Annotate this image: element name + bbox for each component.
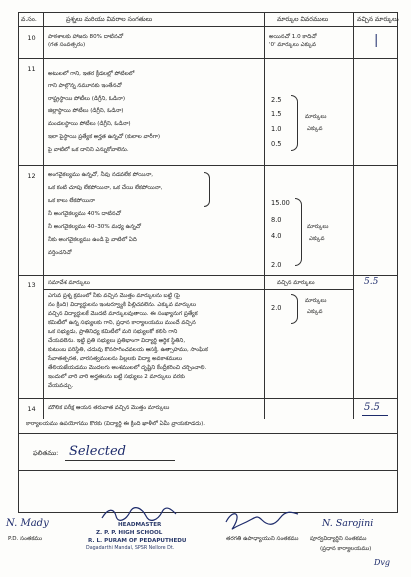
brace-label: మార్కులు	[305, 114, 327, 120]
signature-role: తరగతి ఉపాధ్యాయుని సంతకము	[226, 536, 299, 542]
stamp-line: HEADMASTER	[118, 522, 162, 528]
score-value: 8.0	[271, 216, 282, 224]
row-text: మౌలిక పరీక్ష ఆయన తరువాత వచ్చిన మొత్తం మార్కులు	[48, 405, 170, 411]
row-text: నీకు అంగవైకల్యము ఉండి పై వాటిలో ఏది	[48, 237, 137, 243]
table-row	[19, 399, 397, 419]
row-text: ఇందులో వారి వారి అర్హతలను బట్టి సభ్యులు 2 మార్కులు వరకు	[48, 374, 185, 380]
method-text: '0' మార్కులు ఎక్కువ	[269, 42, 317, 48]
row-text: ఒక కంటి చూపు లేకపోయినా, ఒక చేయి లేకపోయినా,	[48, 185, 163, 191]
score-value: 0.5	[271, 140, 282, 148]
score-value: 2.5	[271, 96, 282, 104]
awarded-marks: |	[374, 33, 379, 48]
table-row	[19, 276, 397, 399]
row-text: గాని పాల్గొన్న నమూనకు ఇంతేనచో	[48, 83, 122, 89]
row-text: పై వాటిలో ఒక దానిని ఎన్నుకోవాలెను.	[48, 147, 129, 153]
marks-underline	[362, 415, 388, 416]
brace	[291, 294, 298, 324]
brace-label: మార్కులు	[307, 224, 329, 230]
row-text: వేయవచ్చు.	[48, 383, 74, 389]
signature-scribble	[100, 506, 178, 522]
row-text: ఒక కాలు లేకపోయినా	[48, 198, 95, 204]
result-line	[65, 460, 175, 461]
divider	[44, 289, 265, 290]
brace	[291, 95, 298, 151]
method-text: అయినచో 1.0 కాదిచో	[269, 34, 317, 40]
row-text: కుటుంబ పరిస్థితి, చదువు కొనసాగించవలయ ఆసక్తి, ఉత్సాహము, సాంఘిక	[48, 347, 208, 353]
row-text: తేలియజేయడము మొదలగు అంశములలో దృష్టిని కేంద్రీకరించి చర్చించాలి.	[48, 365, 207, 371]
signature-role: (ప్రధాన కార్యాలయము)	[320, 546, 372, 552]
row-number: 12	[27, 172, 36, 180]
row-text: కమిటీలో ఉన్న సభ్యులకు గాని, ప్రధాన కార్యాలయము ముందే వచ్చిన	[48, 320, 196, 326]
signature-role: పూర్వవిద్యార్థిని సంతకము	[310, 536, 367, 542]
table-row	[19, 27, 397, 59]
brace-label: ఎక్కువ	[307, 126, 323, 132]
row-text: ఇలా పైస్థాయి ప్రత్యేక అర్హత ఉన్నచో (కులాల వారీగా)	[48, 134, 161, 140]
row-number: 11	[27, 65, 36, 73]
score-value: 1.0	[271, 125, 282, 133]
brace	[204, 172, 210, 207]
row-text: సేవాతత్పరత, వారసత్వములను పిల్లలకు విద్యా అవకాశములు	[48, 356, 183, 362]
awarded-marks: 5.5	[364, 402, 380, 413]
row-text: నం క్రింది) విద్యార్థులను ఇంటర్వ్యూకి పిల్లిచవలెను. ఎక్కువ మార్కులు	[48, 302, 197, 308]
corner-note: Dvg	[374, 558, 391, 567]
awarded-marks: 5.5	[364, 277, 379, 287]
result-value: Selected	[69, 444, 126, 459]
brace	[295, 198, 302, 266]
row-text: వర్తించనిచో	[48, 250, 72, 256]
signature-scribble	[222, 508, 300, 530]
header-no: వ.సం.	[21, 16, 37, 23]
stamp-line: Dagadarthi Mandal, SPSR Nellore Dt.	[86, 546, 175, 551]
header-method: మార్కుల వివరములు	[277, 16, 329, 23]
score-value: 1.5	[271, 110, 282, 118]
row-text: అటులలో గాని, ఇతర క్రీడలల్లో పోటిలలో	[48, 71, 135, 77]
score-value: 2.0	[271, 261, 282, 269]
row-text: ఒక సభ్యుడు, ప్రాతినిధ్య కమిటీలో మరి సభ్యులకో కలిసి గాని	[48, 329, 178, 335]
brace-label: ఎక్కువ	[307, 309, 323, 315]
signature-name: N. Mady	[6, 518, 49, 529]
method-subheader: వచ్చిన మార్కులు	[277, 280, 315, 286]
stamp-line: R. L. PURAM OF PEDAPUTHEDU	[88, 538, 187, 544]
result-box	[18, 433, 398, 471]
score-value: 4.0	[271, 232, 282, 240]
row-number: 13	[27, 281, 36, 289]
section-title: సమావేశ మార్కులు	[48, 280, 90, 286]
row-text: పాఠశాలకు హాజరు 80% దాటినచో	[48, 34, 124, 40]
row-text: చేయవలెను. ఇట్టి ప్రతి సభ్యులు ప్రతిభాంగా విద్యార్థి ఆర్థిక స్థితిని,	[48, 338, 186, 344]
row-text: నీ అంగవైకల్యము 40–30% మధ్య ఉన్నచో	[48, 224, 142, 230]
score-value: 2.0	[271, 304, 282, 312]
row-number: 14	[27, 405, 36, 413]
result-label: ఫలితము:	[33, 449, 59, 457]
row-text: ఎగువ ప్రశ్న క్రమంలో నీకు వచ్చిన మొత్తం మార్కులను బట్టి (పై	[48, 293, 180, 299]
row-text: నీ అంగవైకల్యము 40% దాటినచో	[48, 211, 121, 217]
stamp-line: Z. P. P. HIGH SCHOOL	[96, 530, 163, 536]
row-text: మండలస్థాయి పోటీలు (డిగ్రీని, ఓడినా)	[48, 121, 131, 127]
brace-label: మార్కులు	[305, 298, 327, 304]
row-text: జిల్లాస్థాయి పోటీలు (డిగ్రీని, ఓడినా)	[48, 108, 124, 114]
header-question: ప్రశ్నలు మరియు వివరాల సంగతులు	[66, 16, 153, 23]
signature-name: N. Sarojini	[322, 518, 374, 529]
row-text: అంగవైకల్యము ఉన్నచో, నీవు నడవలేక పోయినా,	[48, 172, 154, 178]
row-text: రాష్ట్రస్థాయి పోటీలు (డిగ్రీని, ఓడినా)	[48, 96, 126, 102]
score-value: 15.00	[271, 199, 290, 207]
header-marks: వచ్చిన మార్కులు	[357, 16, 399, 23]
office-use-note: కార్యాలయము ఉపయోగము కొరకు (విద్యార్థి ఈ క్రింది ఖాళీలో ఏమీ వ్రాయకూడదు).	[26, 421, 206, 427]
brace-label: ఎక్కువ	[309, 236, 325, 242]
table-row	[19, 166, 397, 276]
signature-role: P.D. సంతకము	[8, 536, 43, 542]
table-header-row	[19, 13, 397, 27]
row-text: (గత సంవత్సరం)	[48, 42, 86, 48]
row-text: వచ్చిన విద్యార్థులకే మొదటి మార్కులవుతాయి. ఈ సంఖ్యానుగ ప్రత్యేక	[48, 311, 198, 317]
table-row	[19, 59, 397, 166]
row-number: 10	[27, 34, 36, 42]
divider	[265, 289, 354, 290]
